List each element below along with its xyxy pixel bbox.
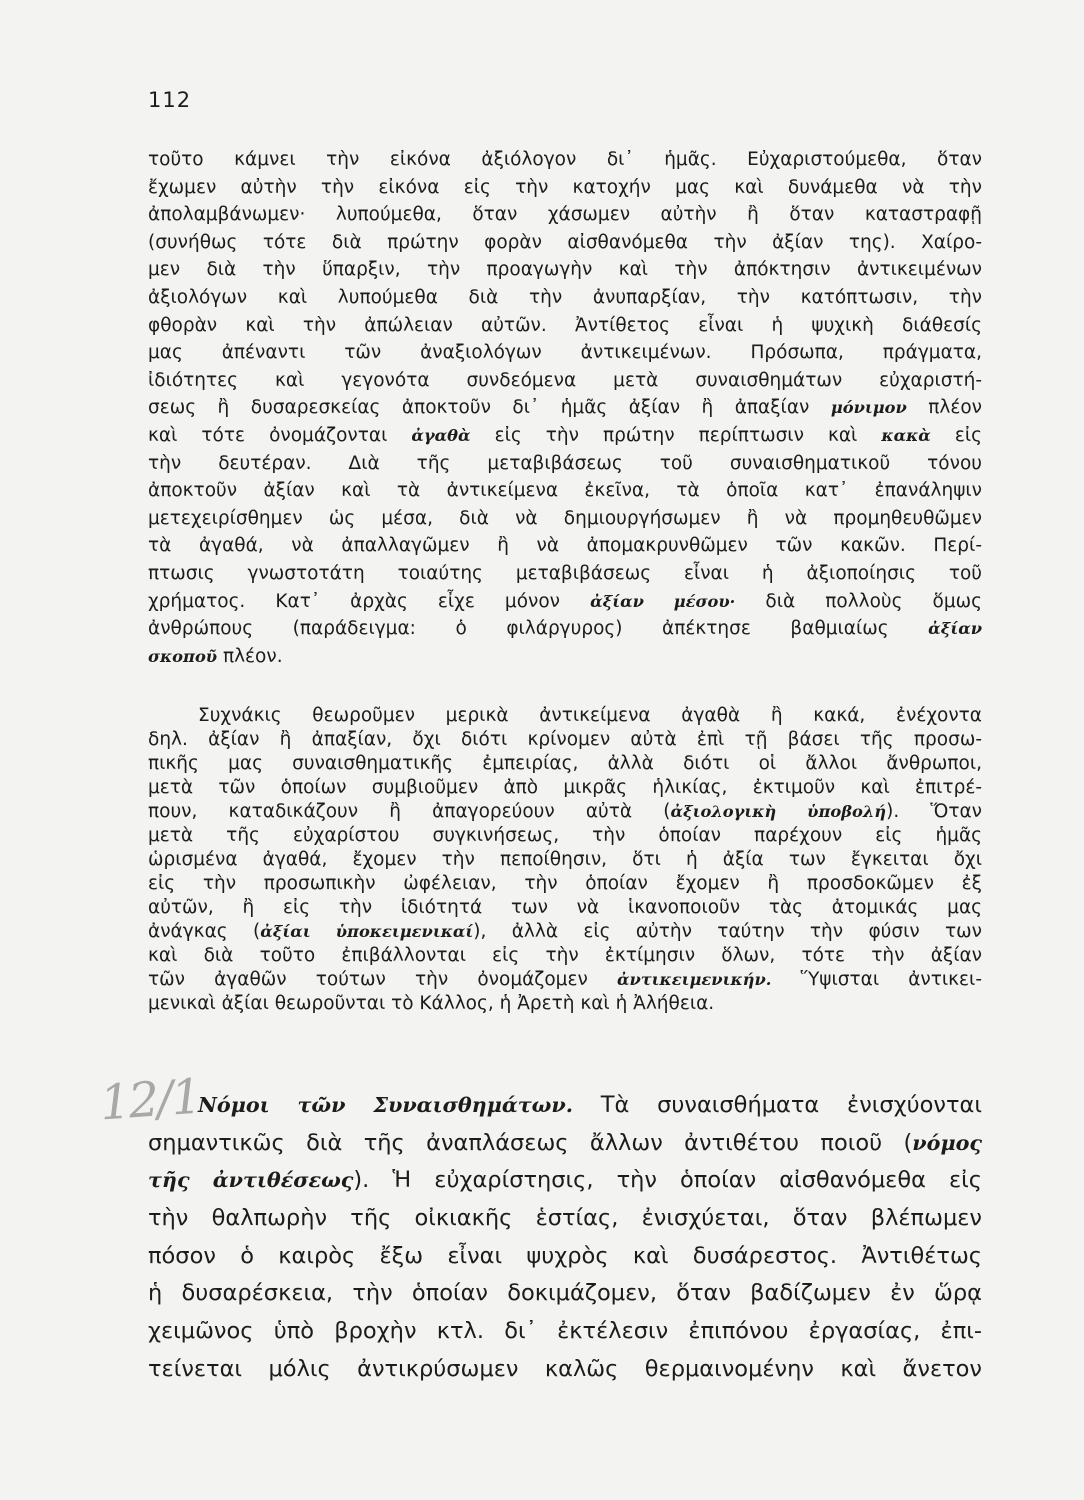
emphasized-term: ἀγαθὰ: [411, 425, 471, 445]
paragraph-laws-of-emotions: [148, 1087, 982, 1389]
text-segment: Ὕψισται ἀντικει-: [771, 969, 982, 990]
text-line: [148, 1200, 982, 1238]
emphasized-term: ἀξίαι ὑποκειμενικαί: [260, 922, 474, 941]
text-segment: ), ἀλλὰ εἰς αὐτὴν ταύτην τὴν φύσιν των: [473, 921, 982, 942]
text-line: [148, 560, 982, 588]
text-line: [148, 256, 982, 284]
text-segment: μενικαὶ ἀξίαι θεωροῦνται τὸ Κάλλος, ἡ Ἀρετὴ καὶ ἡ Ἀλήθεια.: [148, 993, 715, 1014]
emphasized-term: μόνιμον: [830, 398, 907, 418]
emphasized-term: τῆς ἀντιθέσεως: [148, 1168, 354, 1193]
text-segment: ἀνάγκας (: [148, 921, 261, 942]
text-line: [148, 776, 982, 800]
text-line: [148, 422, 982, 450]
text-segment: (συνήθως τότε διὰ πρώτην φορὰν αἰσθανόμεθα τὴν ἀξίαν της). Χαίρο-: [148, 231, 982, 253]
text-segment: ἀποκτοῦν ἀξίαν καὶ τὰ ἀντικείμενα ἐκεῖνα, τὰ ὁποῖα κατ᾽ ἐπανάληψιν: [148, 480, 982, 502]
text-line: [148, 800, 982, 824]
emphasized-term: ἀντικειμενικήν.: [616, 970, 772, 989]
handwritten-margin-note: 12/1: [98, 1068, 202, 1132]
text-segment: εἰς τὴν πρώτην περίπτωσιν καὶ: [470, 424, 882, 446]
text-line: [148, 824, 982, 848]
text-line: [148, 146, 982, 174]
text-line: [148, 1162, 982, 1200]
text-segment: μας ἀπέναντι τῶν ἀναξιολόγων ἀντικειμένων. Πρόσωπα, πράγματα,: [148, 342, 982, 364]
text-line: [148, 1275, 982, 1313]
text-segment: τῶν ἀγαθῶν τούτων τὴν ὀνομάζομεν: [148, 969, 617, 990]
text-segment: ὡρισμένα ἀγαθά, ἔχομεν τὴν πεποίθησιν, ὅτι ἡ ἀξία των ἔγκειται ὄχι: [148, 849, 982, 870]
text-segment: Τὰ συναισθήματα ἐνισχύονται: [572, 1092, 982, 1118]
text-line: [148, 872, 982, 896]
text-line: [148, 1125, 982, 1163]
text-segment: πτωσις γνωστοτάτη τοιαύτης μεταβιβάσεως εἶναι ἡ ἀξιοποίησις τοῦ: [148, 562, 982, 584]
text-segment: δηλ. ἀξίαν ἢ ἀπαξίαν, ὄχι διότι κρίνομεν αὐτὰ ἐπὶ τῇ βάσει τῆς προσω-: [148, 729, 982, 750]
text-segment: πλέον: [906, 397, 982, 419]
text-segment: καὶ διὰ τοῦτο ἐπιβάλλονται εἰς τὴν ἐκτίμησιν ὅλων, τότε τὴν ἀξίαν: [148, 945, 982, 966]
emphasized-term: ἀξίαν μέσου·: [590, 591, 736, 611]
text-segment: τὴν δευτέραν. Διὰ τῆς μεταβιβάσεως τοῦ συναισθηματικοῦ τόνου: [148, 452, 982, 474]
text-line: [148, 394, 982, 422]
text-segment: σεως ἢ δυσαρεσκείας ἀποκτοῦν δι᾽ ἡμᾶς ἀξίαν ἢ ἀπαξίαν: [148, 397, 831, 419]
text-segment: ἀνθρώπους (παράδειγμα: ὁ φιλάργυρος) ἀπέκτησε βαθμιαίως: [148, 618, 929, 640]
text-segment: μετὰ τῶν ὁποίων συμβιοῦμεν ἀπὸ μικρᾶς ἡλικίας, ἐκτιμοῦν καὶ ἐπιτρέ-: [148, 777, 982, 798]
text-line: [148, 505, 982, 533]
text-segment: ἔχωμεν αὐτὴν τὴν εἰκόνα εἰς τὴν κατοχήν μας καὶ δυνάμεθα νὰ τὴν: [148, 176, 982, 198]
text-line: [148, 339, 982, 367]
text-segment: μετεχειρίσθημεν ὡς μέσα, διὰ νὰ δημιουργήσωμεν ἢ νὰ προμηθευθῶμεν: [148, 507, 982, 529]
text-segment: καὶ τότε ὀνομάζονται: [148, 424, 412, 446]
text-segment: Συχνάκις θεωροῦμεν μερικὰ ἀντικείμενα ἀγαθὰ ἢ κακά, ἐνέχοντα: [198, 705, 982, 726]
emphasized-term: ἀξιολογικὴ ὑποβολή: [670, 802, 887, 821]
text-line: [148, 1087, 982, 1125]
paragraph-2: [148, 704, 982, 1016]
text-line: [148, 229, 982, 257]
text-line: [148, 477, 982, 505]
text-segment: εἰς: [930, 424, 982, 446]
text-segment: χειμῶνος ὑπὸ βροχὴν κτλ. δι᾽ ἐκτέλεσιν ἐπιπόνου ἐργασίας, ἐπι-: [148, 1318, 982, 1345]
text-line: [148, 450, 982, 478]
text-line: [148, 1238, 982, 1276]
text-segment: ἀπολαμβάνωμεν· λυπούμεθα, ὅταν χάσωμεν αὐτὴν ἢ ὅταν καταστραφῇ: [148, 204, 982, 226]
text-line: [148, 752, 982, 776]
text-line: [148, 728, 982, 752]
text-segment: φθορὰν καὶ τὴν ἀπώλειαν αὐτῶν. Ἀντίθετος εἶναι ἡ ψυχικὴ διάθεσίς: [148, 314, 982, 336]
text-segment: σημαντικῶς διὰ τῆς ἀναπλάσεως ἄλλων ἀντιθέτου ποιοῦ (: [148, 1129, 913, 1156]
emphasized-term: ἀξίαν: [928, 619, 982, 639]
text-segment: ἡ δυσαρέσκεια, τὴν ὁποίαν δοκιμάζομεν, ὅταν βαδίζωμεν ἐν ὥρᾳ: [148, 1280, 982, 1307]
text-segment: τὰ ἀγαθά, νὰ ἀπαλλαγῶμεν ἢ νὰ ἀπομακρυνθῶμεν τῶν κακῶν. Περί-: [148, 535, 982, 557]
paragraph-1: [148, 146, 982, 670]
text-segment: ἰδιότητες καὶ γεγονότα συνδεόμενα μετὰ συναισθημάτων εὐχαριστή-: [148, 369, 982, 391]
text-segment: ). Ὅταν: [886, 801, 982, 822]
text-segment: πουν, καταδικάζουν ἢ ἀπαγορεύουν αὐτὰ (: [148, 801, 671, 822]
emphasized-term: σκοποῦ: [148, 646, 218, 666]
text-segment: μετὰ τῆς εὐχαρίστου συγκινήσεως, τὴν ὁποίαν παρέχουν εἰς ἡμᾶς: [148, 825, 982, 846]
text-line: [148, 588, 982, 616]
emphasized-term: Νόμοι τῶν Συναισθημάτων.: [198, 1093, 573, 1117]
text-segment: πλέον.: [217, 645, 283, 667]
emphasized-term: νόμος: [912, 1130, 982, 1155]
text-line: [148, 615, 982, 643]
text-line: [148, 174, 982, 202]
text-segment: αὐτῶν, ἢ εἰς τὴν ἰδιότητά των νὰ ἱκανοποιοῦν τὰς ἀτομικάς μας: [148, 897, 982, 918]
text-line: [148, 1351, 982, 1389]
text-line: [148, 284, 982, 312]
page-number: 112: [148, 88, 192, 112]
text-line: [148, 944, 982, 968]
text-segment: πικῆς μας συναισθηματικῆς ἐμπειρίας, ἀλλὰ διότι οἱ ἄλλοι ἄνθρωποι,: [148, 753, 982, 774]
text-line: [148, 848, 982, 872]
text-line: [148, 532, 982, 560]
text-line: [148, 968, 982, 992]
emphasized-term: κακὰ: [881, 425, 931, 445]
text-segment: τείνεται μόλις ἀντικρύσωμεν καλῶς θερμαινομένην καὶ ἄνετον: [148, 1355, 982, 1382]
text-segment: εἰς τὴν προσωπικὴν ὠφέλειαν, τὴν ὁποίαν ἔχομεν ἢ προσδοκῶμεν ἐξ: [148, 873, 982, 894]
text-line: [148, 201, 982, 229]
text-line: [148, 367, 982, 395]
text-segment: ). Ἡ εὐχαρίστησις, τὴν ὁποίαν αἰσθανόμεθα εἰς: [353, 1167, 982, 1194]
text-line: [148, 992, 982, 1016]
text-line: [148, 312, 982, 340]
text-segment: διὰ πολλοὺς ὅμως: [735, 590, 982, 612]
text-line: [148, 920, 982, 944]
text-line: [148, 704, 982, 728]
text-line: [148, 896, 982, 920]
text-line: [148, 1313, 982, 1351]
text-segment: μεν διὰ τὴν ὕπαρξιν, τὴν προαγωγὴν καὶ τὴν ἀπόκτησιν ἀντικειμένων: [148, 259, 982, 281]
text-segment: τὴν θαλπωρὴν τῆς οἰκιακῆς ἑστίας, ἐνισχύεται, ὅταν βλέπωμεν: [148, 1205, 982, 1232]
text-segment: πόσον ὁ καιρὸς ἔξω εἶναι ψυχρὸς καὶ δυσάρεστος. Ἀντιθέτως: [148, 1242, 982, 1269]
text-segment: ἀξιολόγων καὶ λυπούμεθα διὰ τὴν ἀνυπαρξίαν, τὴν κατόπτωσιν, τὴν: [148, 286, 982, 308]
text-segment: χρήματος. Κατ᾽ ἀρχὰς εἶχε μόνον: [148, 590, 591, 612]
text-line: [148, 643, 982, 671]
text-segment: τοῦτο κάμνει τὴν εἰκόνα ἀξιόλογον δι᾽ ἡμᾶς. Εὐχαριστούμεθα, ὅταν: [148, 149, 982, 170]
